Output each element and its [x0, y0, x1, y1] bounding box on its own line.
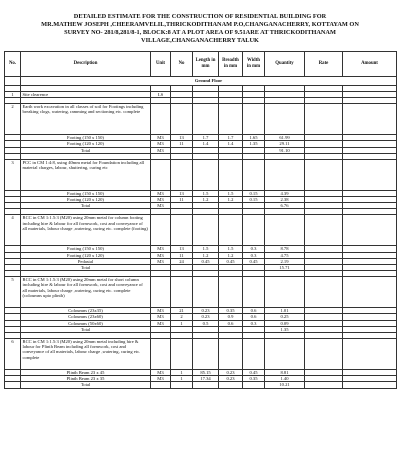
empty-cell	[243, 104, 265, 135]
measurement-length: 17.34	[193, 376, 219, 382]
measurement-length: 1.5	[193, 190, 219, 196]
item-row	[5, 339, 397, 370]
measurement-quantity: 1.01	[265, 308, 305, 314]
empty-cell	[193, 382, 219, 388]
measurement-count: 24	[171, 258, 193, 264]
empty-cell	[219, 104, 243, 135]
measurement-unit: M3	[151, 314, 171, 320]
header-width: Width in mm	[243, 52, 265, 77]
measurement-length: 1.2	[193, 197, 219, 203]
estimate-table	[4, 51, 397, 389]
measurement-count: 13	[171, 190, 193, 196]
measurement-length: 1.2	[193, 252, 219, 258]
total-row	[5, 382, 397, 388]
measurement-length: 0.45	[193, 258, 219, 264]
empty-cell	[305, 104, 343, 135]
item-description: PCC in CM 1:4:8, using 40mm metal for Foundation including all material charges, labour, shuttering, curing etc	[21, 159, 151, 190]
item-description: RCC in CM 1:1.5:3 (M20) using 20mm metal for column footing including hire & labour for all formwork, cost and conveyance of all materials, labour charge ,watering, curing etc. complete (footing)	[21, 215, 151, 246]
empty-cell	[265, 104, 305, 135]
measurement-label: Plinth Beam 23 x 35	[21, 376, 151, 382]
measurement-width: 0.45	[243, 370, 265, 376]
total-quantity: 1.35	[265, 326, 305, 332]
item-row	[5, 215, 397, 246]
item-unit	[151, 104, 171, 135]
empty-cell	[219, 339, 243, 370]
empty-cell	[243, 339, 265, 370]
header-amount: Amount	[343, 52, 397, 77]
header-no: No.	[5, 52, 21, 77]
measurement-unit: M3	[151, 308, 171, 314]
measurement-breadth: 1.4	[219, 141, 243, 147]
measurement-count: 11	[171, 252, 193, 258]
empty-cell	[265, 159, 305, 190]
measurement-quantity: 4.39	[265, 190, 305, 196]
item-description: Site clearence	[21, 92, 151, 98]
measurement-label: Footing (150 x 150)	[21, 246, 151, 252]
item-unit	[151, 215, 171, 246]
measurement-label: Footing (120 x 120)	[21, 141, 151, 147]
measurement-count: 1	[171, 370, 193, 376]
measurement-breadth: 0.9	[219, 314, 243, 320]
measurement-length: 0.23	[193, 314, 219, 320]
measurement-label: Footing (150 x 150)	[21, 190, 151, 196]
measurement-quantity: 61.99	[265, 135, 305, 141]
header-length: Length in mm	[193, 52, 219, 77]
measurement-unit: M3	[151, 135, 171, 141]
empty-cell	[171, 339, 193, 370]
measurement-unit: M3	[151, 190, 171, 196]
measurement-label: Coloumns (50x60)	[21, 320, 151, 326]
measurement-breadth: 0.6	[219, 320, 243, 326]
empty-cell	[193, 339, 219, 370]
empty-cell	[343, 339, 397, 370]
total-quantity: 10.21	[265, 382, 305, 388]
empty-cell	[343, 277, 397, 308]
measurement-length: 85.15	[193, 370, 219, 376]
document-title	[4, 3, 396, 51]
item-unit	[151, 339, 171, 370]
measurement-label: Coloumns (23x60)	[21, 314, 151, 320]
measurement-label: Footing (120 x 120)	[21, 197, 151, 203]
measurement-unit: M3	[151, 370, 171, 376]
empty-cell	[305, 382, 343, 388]
measurement-width: 0.15	[243, 190, 265, 196]
empty-cell	[343, 382, 397, 388]
measurement-quantity: 4.75	[265, 252, 305, 258]
empty-cell	[193, 277, 219, 308]
header-description: Description	[21, 52, 151, 77]
item-number: 6	[5, 339, 21, 370]
measurement-width: 0.3	[243, 246, 265, 252]
empty-cell	[343, 215, 397, 246]
total-unit	[151, 382, 171, 388]
measurement-label: Coloumns (23x35)	[21, 308, 151, 314]
header-breadth: Breadth in mm	[219, 52, 243, 77]
header-quantity: Quantity	[265, 52, 305, 77]
total-label: Total	[21, 203, 151, 209]
measurement-width: 0.3	[243, 252, 265, 258]
empty-cell	[171, 159, 193, 190]
item-description: Earth work excavation in all classes of soil for Footings including breaking clogs, watering, ramming and sectioning etc. complete	[21, 104, 151, 135]
item-row	[5, 104, 397, 135]
measurement-count: 1	[171, 320, 193, 326]
estimate-page	[4, 3, 396, 389]
item-number: 1	[5, 92, 21, 98]
total-unit: M3	[151, 203, 171, 209]
measurement-breadth: 1.5	[219, 246, 243, 252]
empty-cell	[305, 215, 343, 246]
section-title: Ground Floor	[21, 77, 397, 86]
title-line-3: SURVEY NO- 281/8,281/8-1, BLOCK:8 AT A PLOT AREA OF 9.51ARE AT THRICKODITHANAM	[64, 29, 336, 36]
measurement-length: 1.5	[193, 246, 219, 252]
item-number: 3	[5, 159, 21, 190]
empty-cell	[193, 159, 219, 190]
item-unit	[151, 277, 171, 308]
empty-cell	[243, 277, 265, 308]
measurement-unit: M3	[151, 197, 171, 203]
total-label: Total	[21, 382, 151, 388]
total-unit: M3	[151, 147, 171, 153]
measurement-unit: M3	[151, 320, 171, 326]
empty-cell	[305, 277, 343, 308]
measurement-unit: M3	[151, 252, 171, 258]
measurement-width: 1.65	[243, 135, 265, 141]
measurement-unit: M3	[151, 141, 171, 147]
item-row	[5, 159, 397, 190]
measurement-label: Plinth Beam 23 x 45	[21, 370, 151, 376]
empty-cell	[219, 382, 243, 388]
empty-cell	[219, 215, 243, 246]
measurement-breadth: 1.2	[219, 197, 243, 203]
measurement-label: Footing (150 x 150)	[21, 135, 151, 141]
item-unit: LS	[151, 92, 171, 98]
measurement-quantity: 29.11	[265, 141, 305, 147]
item-row	[5, 277, 397, 308]
measurement-breadth: 1.7	[219, 135, 243, 141]
measurement-breadth: 0.35	[219, 308, 243, 314]
measurement-count: 13	[171, 135, 193, 141]
measurement-quantity: 8.81	[265, 370, 305, 376]
total-label: Total	[21, 147, 151, 153]
title-line-4: VILLAGE,CHANGANACHERRY TALUK	[141, 37, 259, 44]
empty-cell	[243, 382, 265, 388]
measurement-width: 0.15	[243, 197, 265, 203]
measurement-length: 0.5	[193, 320, 219, 326]
empty-cell	[243, 159, 265, 190]
empty-cell	[193, 104, 219, 135]
total-quantity: 15.71	[265, 265, 305, 271]
measurement-width: 0.6	[243, 314, 265, 320]
measurement-label: Footing (120 x 120)	[21, 252, 151, 258]
header-count: No	[171, 52, 193, 77]
item-number: 2	[5, 104, 21, 135]
measurement-length: 0.23	[193, 308, 219, 314]
item-number: 5	[5, 277, 21, 308]
empty-cell	[219, 159, 243, 190]
empty-cell	[265, 215, 305, 246]
empty-cell	[171, 104, 193, 135]
item-description: RCC in CM 1:1.5:3 (M20) using 20mm metal including hire & labour for Plinth Beam including all formwork, cost and conveyance of all materials, labour charge ,watering, curing etc. complete	[21, 339, 151, 370]
measurement-breadth: 0.45	[219, 258, 243, 264]
empty-cell	[343, 104, 397, 135]
empty-cell	[265, 277, 305, 308]
measurement-quantity: 0.09	[265, 320, 305, 326]
measurement-breadth: 0.23	[219, 376, 243, 382]
measurement-unit: M3	[151, 376, 171, 382]
measurement-unit: M3	[151, 258, 171, 264]
measurement-count: 13	[171, 246, 193, 252]
item-number: 4	[5, 215, 21, 246]
measurement-breadth: 1.5	[219, 190, 243, 196]
table-header-row	[5, 52, 397, 77]
measurement-count: 11	[171, 197, 193, 203]
measurement-width: 0.6	[243, 308, 265, 314]
measurement-length: 1.7	[193, 135, 219, 141]
empty-cell	[305, 339, 343, 370]
measurement-count: 11	[171, 141, 193, 147]
empty-cell	[171, 382, 193, 388]
empty-cell	[243, 215, 265, 246]
total-quantity: 6.76	[265, 203, 305, 209]
measurement-quantity: 8.78	[265, 246, 305, 252]
empty-cell	[219, 277, 243, 308]
measurement-width: 0.45	[243, 258, 265, 264]
measurement-breadth: 0.23	[219, 370, 243, 376]
measurement-width: 0.3	[243, 320, 265, 326]
measurement-quantity: 2.19	[265, 258, 305, 264]
measurement-width: 1.35	[243, 141, 265, 147]
empty-cell	[193, 215, 219, 246]
item-description: RCC in CM 1:1.5:3 (M20) using 20mm metal for short column including hire & labour for all formwork, cost and conveyance of all materials, labour charge ,watering, curing etc. complete (coloumns upto plinth)	[21, 277, 151, 308]
measurement-unit: M3	[151, 246, 171, 252]
title-line-2: MR.MATHEW JOSEPH ,CHEERAMVELIL,THRICKODITHANAM P.O,CHANGANACHERRY, KOTTAYAM ON	[41, 21, 359, 28]
measurement-count: 1	[171, 376, 193, 382]
total-label: Total	[21, 326, 151, 332]
empty-cell	[265, 339, 305, 370]
section-row	[5, 77, 397, 86]
total-quantity: 91.10	[265, 147, 305, 153]
measurement-quantity: 0.25	[265, 314, 305, 320]
empty-cell	[305, 159, 343, 190]
measurement-quantity: 2.38	[265, 197, 305, 203]
header-rate: Rate	[305, 52, 343, 77]
empty-cell	[343, 159, 397, 190]
item-unit	[151, 159, 171, 190]
empty-cell	[171, 277, 193, 308]
empty-cell	[5, 382, 21, 388]
measurement-label: Pedastal	[21, 258, 151, 264]
measurement-breadth: 1.2	[219, 252, 243, 258]
measurement-width: 0.35	[243, 376, 265, 382]
measurement-quantity: 1.40	[265, 376, 305, 382]
header-unit: Unit	[151, 52, 171, 77]
measurement-count: 21	[171, 308, 193, 314]
title-line-1: DETAILED ESTIMATE FOR THE CONSTRUCTION OF RESIDENTIAL BUILDING FOR	[73, 13, 327, 20]
measurement-length: 1.4	[193, 141, 219, 147]
measurement-count: 2	[171, 314, 193, 320]
empty-cell	[171, 215, 193, 246]
total-label: Total	[21, 265, 151, 271]
